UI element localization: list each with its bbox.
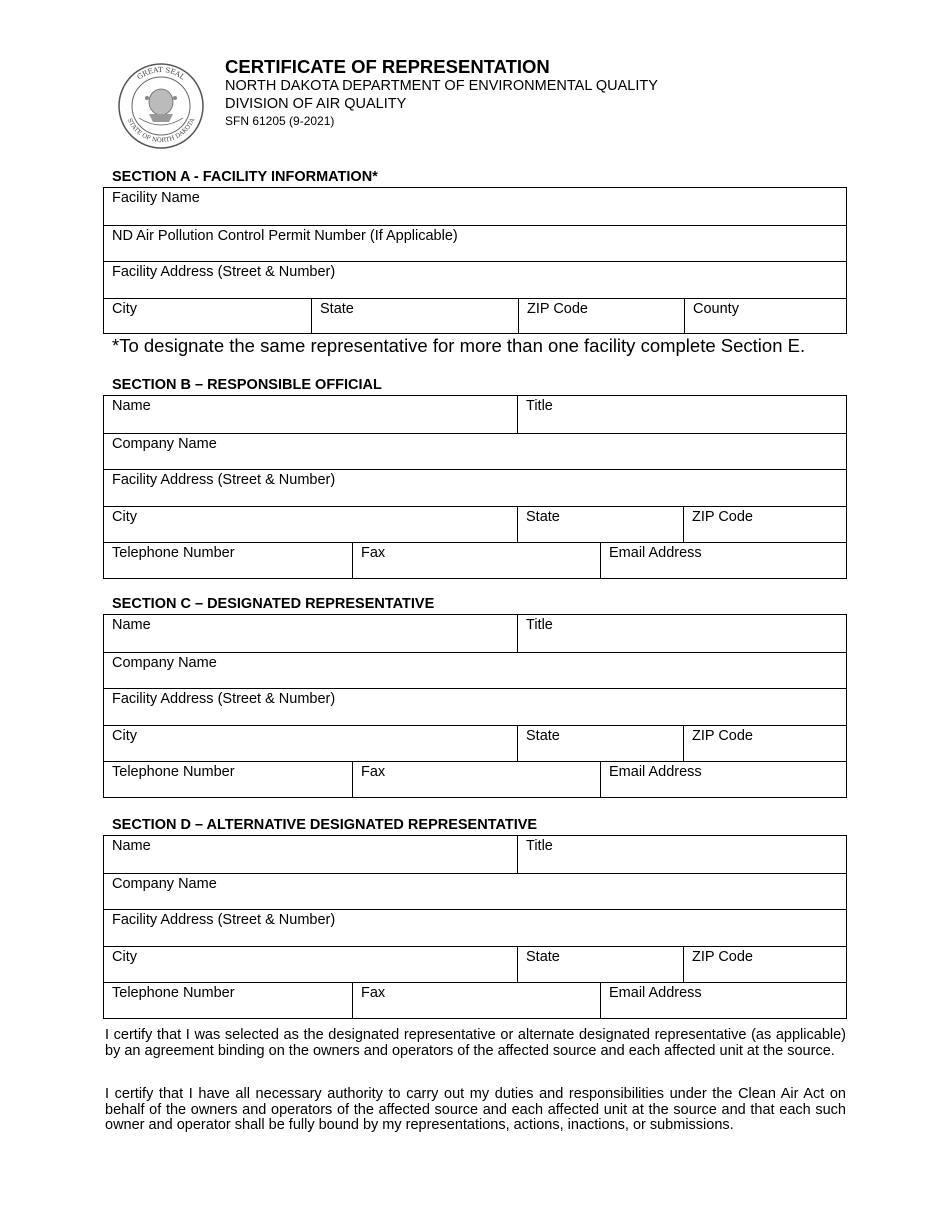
section-b-row-company [104, 433, 846, 470]
representative-city-label: City [112, 727, 137, 744]
alternate-title-label: Title [526, 838, 553, 854]
permit-number-label: ND Air Pollution Control Permit Number (If Applicable) [112, 227, 458, 244]
official-email-field[interactable] [600, 543, 846, 579]
official-title-field[interactable] [517, 396, 846, 433]
alternate-name-label: Name [112, 838, 151, 854]
north-dakota-seal-icon [117, 62, 205, 150]
facility-address-label: Facility Address (Street & Number) [112, 264, 336, 280]
form-number: SFN 61205 (9-2021) [225, 114, 335, 128]
state-field[interactable] [311, 299, 518, 335]
section-a-title: SECTION A - FACILITY INFORMATION* [112, 169, 378, 185]
section-d-table [103, 835, 847, 1019]
official-address-field[interactable] [104, 470, 846, 506]
section-a-row-address [104, 261, 846, 298]
section-c-title: SECTION C – DESIGNATED REPRESENTATIVE [112, 596, 435, 612]
representative-zip-label: ZIP Code [692, 727, 753, 744]
representative-email-field[interactable] [600, 762, 846, 798]
seal-top-text: GREAT SEAL [135, 65, 187, 82]
representative-address-field[interactable] [104, 689, 846, 725]
seal-bottom-text: STATE OF NORTH DAKOTA [125, 117, 197, 145]
official-email-label: Email Address [609, 545, 702, 561]
facility-name-field[interactable] [104, 188, 846, 225]
representative-title-field[interactable] [517, 615, 846, 652]
official-company-label: Company Name [112, 435, 217, 452]
section-d-title: SECTION D – ALTERNATIVE DESIGNATED REPRESENTATIVE [112, 817, 538, 833]
alternate-company-label: Company Name [112, 875, 217, 892]
official-phone-field[interactable] [104, 543, 352, 579]
department-name: NORTH DAKOTA DEPARTMENT OF ENVIRONMENTAL QUALITY [225, 78, 658, 94]
official-fax-field[interactable] [352, 543, 600, 579]
section-b-table [103, 395, 847, 579]
section-a-row-location [104, 298, 846, 335]
alternate-state-label: State [526, 948, 560, 965]
alternate-title-field[interactable] [517, 836, 846, 873]
alternate-phone-field[interactable] [104, 983, 352, 1019]
section-b-row-address [104, 469, 846, 506]
form-title: CERTIFICATE OF REPRESENTATION [225, 56, 550, 77]
section-c-row-name [104, 615, 846, 652]
representative-phone-field[interactable] [104, 762, 352, 798]
representative-state-label: State [526, 727, 560, 744]
section-e-note: *To designate the same representative for more than one facility complete Section E. [112, 335, 806, 356]
form-header [0, 0, 950, 150]
city-label: City [112, 300, 137, 317]
official-city-label: City [112, 508, 137, 525]
representative-address-label: Facility Address (Street & Number) [112, 691, 336, 707]
section-b-row-contact [104, 542, 846, 579]
facility-name-label: Facility Name [112, 190, 200, 206]
representative-name-field[interactable] [104, 615, 517, 652]
zip-code-label: ZIP Code [527, 300, 588, 317]
alternate-company-field[interactable] [104, 874, 846, 910]
division-name: DIVISION OF AIR QUALITY [225, 96, 407, 112]
official-state-field[interactable] [517, 507, 683, 543]
section-d-row-company [104, 873, 846, 910]
section-a-table [103, 187, 847, 334]
alternate-city-label: City [112, 948, 137, 965]
section-c-row-contact [104, 761, 846, 798]
official-zip-label: ZIP Code [692, 508, 753, 525]
section-b-row-name [104, 396, 846, 433]
section-c-row-company [104, 652, 846, 689]
zip-code-field[interactable] [518, 299, 684, 335]
permit-number-field[interactable] [104, 226, 846, 262]
representative-zip-field[interactable] [683, 726, 846, 762]
representative-company-label: Company Name [112, 654, 217, 671]
certification-paragraph-1: I certify that I was selected as the designated representative or alternate designated representative (as applicable) by an agreement binding on the owners and operators of the affected source and each affected unit at the source. [105, 1027, 846, 1059]
section-d-row-name [104, 836, 846, 873]
alternate-city-field[interactable] [104, 947, 517, 983]
city-field[interactable] [104, 299, 311, 335]
representative-name-label: Name [112, 617, 151, 633]
official-zip-field[interactable] [683, 507, 846, 543]
alternate-name-field[interactable] [104, 836, 517, 873]
official-city-field[interactable] [104, 507, 517, 543]
section-c-table [103, 614, 847, 798]
representative-city-field[interactable] [104, 726, 517, 762]
representative-state-field[interactable] [517, 726, 683, 762]
section-c-row-location [104, 725, 846, 762]
alternate-phone-label: Telephone Number [112, 985, 235, 1001]
official-fax-label: Fax [361, 545, 386, 561]
representative-company-field[interactable] [104, 653, 846, 689]
official-title-label: Title [526, 398, 553, 414]
official-phone-label: Telephone Number [112, 545, 235, 561]
section-a-row-permit [104, 225, 846, 262]
alternate-email-label: Email Address [609, 985, 702, 1001]
alternate-fax-label: Fax [361, 985, 386, 1001]
section-a-row-facility-name [104, 188, 846, 225]
official-name-label: Name [112, 398, 151, 414]
section-d-row-address [104, 909, 846, 946]
representative-email-label: Email Address [609, 764, 702, 780]
official-name-field[interactable] [104, 396, 517, 433]
section-d-row-contact [104, 982, 846, 1019]
facility-address-field[interactable] [104, 262, 846, 298]
alternate-address-field[interactable] [104, 910, 846, 946]
official-company-field[interactable] [104, 434, 846, 470]
county-field[interactable] [684, 299, 846, 335]
certification-paragraph-2: I certify that I have all necessary authority to carry out my duties and responsibilities under the Clean Air Act on behalf of the owners and operators of the affected source and each affected unit at the source and that each such owner and operator shall be fully bound by my representations, actions, inactions, or submissions. [105, 1086, 846, 1134]
representative-fax-label: Fax [361, 764, 386, 780]
representative-title-label: Title [526, 617, 553, 633]
county-label: County [693, 300, 739, 317]
alternate-state-field[interactable] [517, 947, 683, 983]
section-d-row-location [104, 946, 846, 983]
state-label: State [320, 300, 354, 317]
section-b-title: SECTION B – RESPONSIBLE OFFICIAL [112, 377, 382, 393]
section-c-row-address [104, 688, 846, 725]
representative-phone-label: Telephone Number [112, 764, 235, 780]
alternate-zip-field[interactable] [683, 947, 846, 983]
alternate-address-label: Facility Address (Street & Number) [112, 912, 336, 928]
official-address-label: Facility Address (Street & Number) [112, 472, 336, 488]
official-state-label: State [526, 508, 560, 525]
alternate-email-field[interactable] [600, 983, 846, 1019]
alternate-zip-label: ZIP Code [692, 948, 753, 965]
alternate-fax-field[interactable] [352, 983, 600, 1019]
representative-fax-field[interactable] [352, 762, 600, 798]
section-b-row-location [104, 506, 846, 543]
